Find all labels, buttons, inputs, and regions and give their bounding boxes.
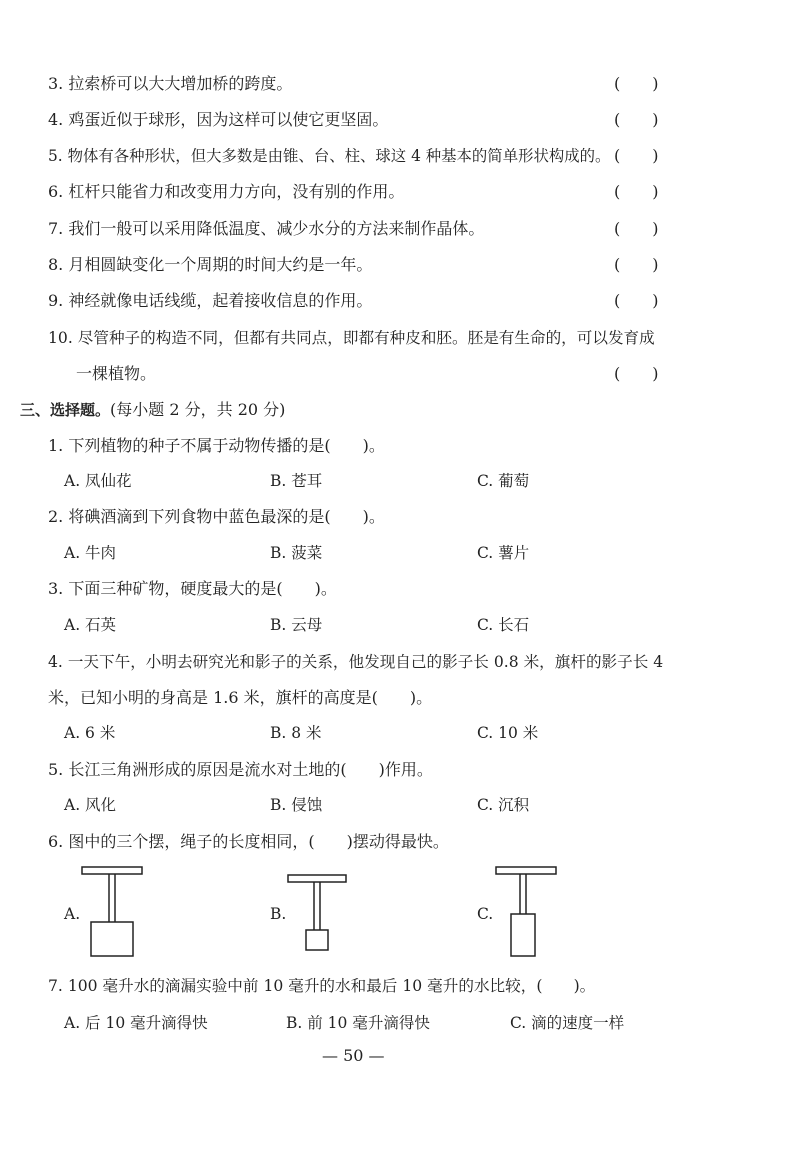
option-a[interactable]: A. 6 米 [64,724,116,742]
option-b[interactable]: B. 菠菜 [270,544,323,562]
answer-blank[interactable]: ( ) [614,110,659,129]
option-c[interactable]: C. 长石 [477,616,530,634]
judge-item-5: 5. 物体有各种形状，但大多数是由锥、台、柱、球这 4 种基本的简单形状构成的。 [48,147,611,165]
answer-blank[interactable]: ( ) [614,74,659,93]
answer-blank[interactable]: ( ) [614,255,659,274]
answer-blank[interactable]: ( ) [614,146,659,165]
choice-question-6: 6. 图中的三个摆，绳子的长度相同，( )摆动得最快。 [48,832,449,851]
judge-item-8: 8. 月相圆缺变化一个周期的时间大约是一年。 [48,255,373,274]
answer-blank[interactable]: ( ) [614,182,659,201]
judge-item-10-cont: 一棵植物。 [76,364,157,383]
judge-item-7: 7. 我们一般可以采用降低温度、减少水分的方法来制作晶体。 [48,219,485,238]
judge-item-9: 9. 神经就像电话线缆，起着接收信息的作用。 [48,291,373,310]
choice-question-3: 3. 下面三种矿物，硬度最大的是( )。 [48,579,337,598]
option-b[interactable]: B. 苍耳 [270,472,323,490]
choice-question-4-cont: 米，已知小明的身高是 1.6 米，旗杆的高度是( )。 [48,688,433,707]
option-a[interactable]: A. 凤仙花 [64,472,132,490]
judge-item-10: 10. 尽管种子的构造不同，但都有共同点，即都有种皮和胚。胚是有生命的，可以发育成 [48,329,655,347]
option-a[interactable]: A. 牛肉 [64,544,117,562]
judge-item-6: 6. 杠杆只能省力和改变用力方向，没有别的作用。 [48,182,405,201]
answer-blank[interactable]: ( ) [614,291,659,310]
option-b[interactable]: B. [270,905,287,923]
choice-question-7: 7. 100 毫升水的滴漏实验中前 10 毫升的水和最后 10 毫升的水比较，( )。 [48,977,596,995]
option-c[interactable]: C. 10 米 [477,724,539,742]
judge-item-3: 3. 拉索桥可以大大增加桥的跨度。 [48,74,293,93]
option-a[interactable]: A. [64,905,81,923]
answer-blank[interactable]: ( ) [614,364,659,383]
option-b[interactable]: B. 云母 [270,616,323,634]
option-b[interactable]: B. 侵蚀 [270,796,323,814]
pendulum-c-figure [494,864,558,960]
page-number: — 50 — [322,1046,385,1065]
option-c[interactable]: C. 沉积 [477,796,530,814]
choice-question-1: 1. 下列植物的种子不属于动物传播的是( )。 [48,436,385,455]
option-b[interactable]: B. 前 10 毫升滴得快 [286,1014,430,1032]
option-b[interactable]: B. 8 米 [270,724,322,742]
section-3-title: 三、选择题。 [20,401,111,419]
option-c[interactable]: C. 葡萄 [477,472,530,490]
section-3-note: (每小题 2 分，共 20 分) [110,400,286,419]
option-a[interactable]: A. 石英 [64,616,117,634]
option-c[interactable]: C. 薯片 [477,544,530,562]
choice-question-5: 5. 长江三角洲形成的原因是流水对土地的( )作用。 [48,760,433,779]
judge-item-4: 4. 鸡蛋近似于球形，因为这样可以使它更坚固。 [48,110,389,129]
choice-question-4: 4. 一天下午，小明去研究光和影子的关系，他发现自己的影子长 0.8 米，旗杆的影子长 4 [48,653,664,671]
answer-blank[interactable]: ( ) [614,219,659,238]
option-a[interactable]: A. 风化 [64,796,117,814]
pendulum-b-figure [286,872,350,954]
choice-question-2: 2. 将碘酒滴到下列食物中蓝色最深的是( )。 [48,507,385,526]
pendulum-a-figure [80,864,144,960]
option-c[interactable]: C. 滴的速度一样 [510,1014,625,1032]
option-a[interactable]: A. 后 10 毫升滴得快 [64,1014,208,1032]
option-c[interactable]: C. [477,905,494,923]
section-3-header [20,400,285,420]
